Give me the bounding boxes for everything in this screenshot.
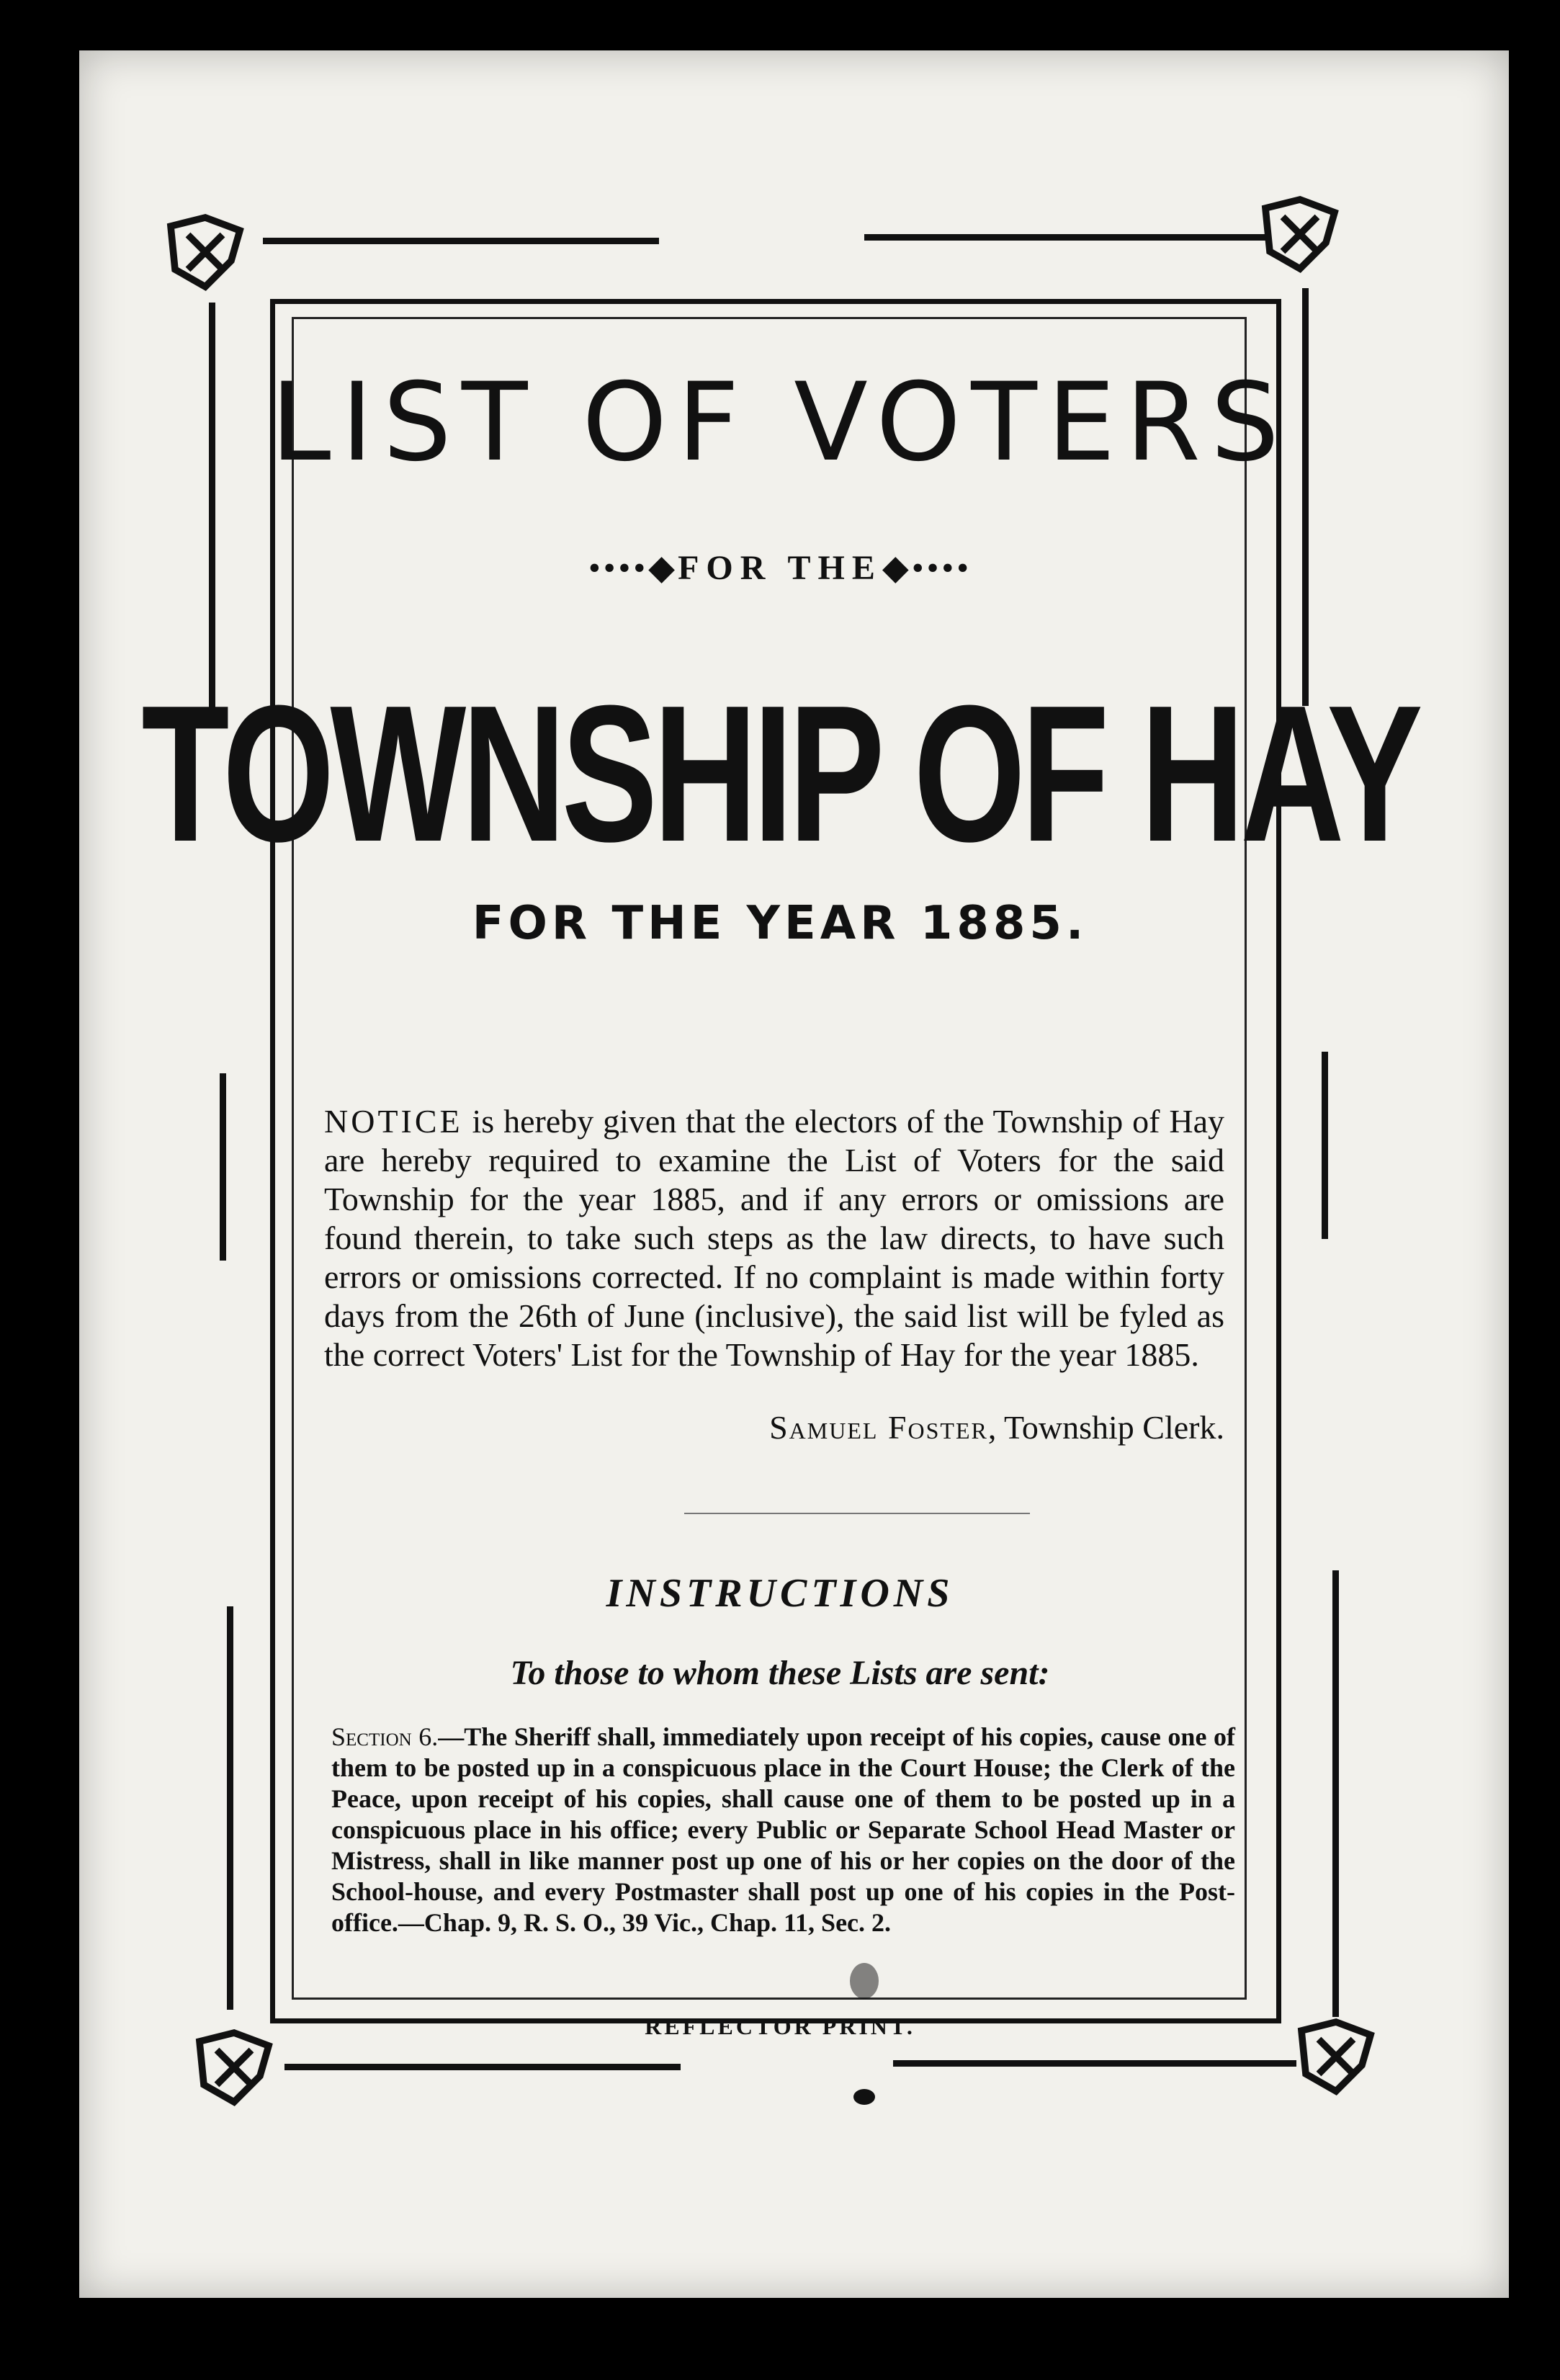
signature-name: Samuel Foster [769, 1409, 988, 1446]
for-the-line: ••••◆FOR THE◆•••• [588, 549, 972, 587]
ink-speck [850, 1963, 879, 1999]
signature [324, 1408, 1224, 1446]
printer-imprint: REFLECTOR PRINT. [645, 2013, 915, 2039]
for-the-text: FOR THE [678, 549, 882, 587]
left-rule-mid [220, 1073, 226, 1261]
right-rule-bottom [1332, 1570, 1339, 2017]
bottom-rule-left [284, 2064, 681, 2070]
right-rule-top [1302, 288, 1309, 706]
instructions-subheading: To those to whom these Lists are sent: [510, 1654, 1050, 1692]
notice-paragraph [324, 1102, 1224, 1374]
section-6-paragraph [331, 1722, 1235, 1938]
township-heading: TOWNSHIP OF HAY [141, 666, 1419, 883]
bottom-rule-right [893, 2060, 1296, 2067]
section-body: —The Sheriff shall, immediately upon receipt of his copies, cause one of them to be posted up in a conspicuous place in the Court House; the Clerk of the Peace, upon receipt of his copies, shall cause one of them to be posted up in a conspicuous place in his office; every Public or Separate School Head Master or Mistress, shall in like manner post up one of his or her copies on the door of the School-house, and every Postmaster shall post up one of his copies in the Post-office.—Chap. 9, R. S. O., 39 Vic., Chap. 11, Sec. 2. [331, 1722, 1235, 1937]
right-rule-mid [1322, 1052, 1328, 1239]
corner-ornament-icon [162, 209, 248, 295]
top-rule-left [263, 238, 659, 244]
section-label: Section 6. [331, 1722, 439, 1751]
corner-ornament-icon [1257, 191, 1343, 277]
year-line: FOR THE YEAR 1885. [472, 897, 1088, 950]
signature-title: , Township Clerk. [987, 1409, 1224, 1446]
top-rule-right [864, 234, 1268, 241]
page-title: LIST OF VOTERS [270, 360, 1290, 486]
notice-lead: NOTICE [324, 1103, 463, 1140]
ink-speck [853, 2089, 875, 2105]
notice-body: is hereby given that the electors of the Township of Hay are hereby required to examine the List of Voters for the said Township for the year 1885, and if any errors or omissions are found therein, to take such steps as the law directs, to have such errors or omissions corrected. If no complaint is made within forty days from the 26th of June (inclusive), the said list will be fyled as the correct Voters' List for the Township of Hay for the year 1885. [324, 1103, 1225, 1373]
instructions-heading: INSTRUCTIONS [606, 1571, 954, 1616]
divider [684, 1513, 1030, 1514]
